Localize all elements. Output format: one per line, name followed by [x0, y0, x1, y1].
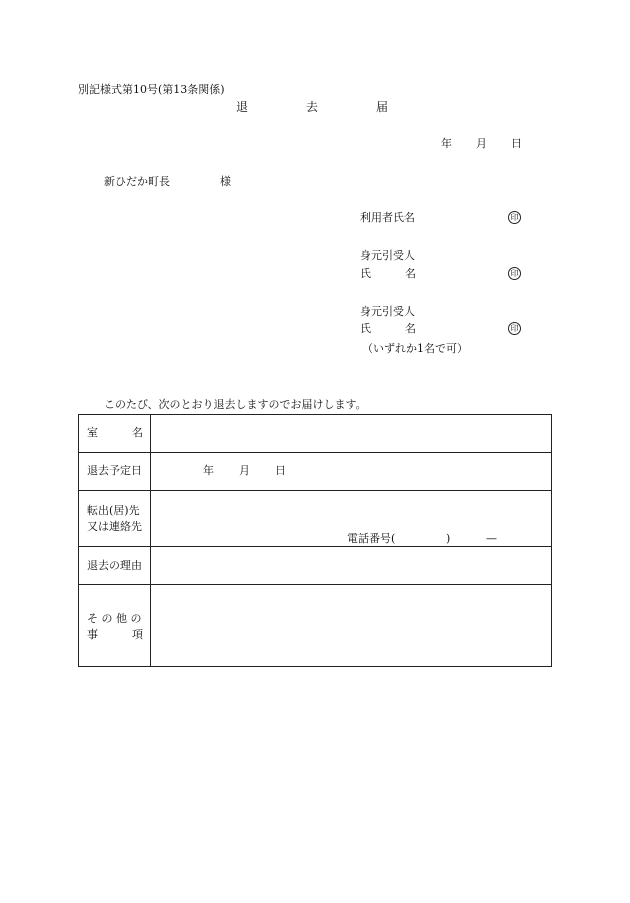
seal-icon: 印: [508, 211, 521, 224]
room-label-char-1: 室: [87, 426, 98, 439]
guarantor-1-name-char-2: 名: [405, 267, 416, 280]
title-char-1: 退: [236, 100, 249, 114]
date-day: 日: [511, 137, 522, 150]
row-divider: [79, 490, 551, 491]
move-date-month: 月: [239, 464, 250, 477]
date-month: 月: [476, 137, 487, 150]
seal-icon: 印: [508, 267, 521, 280]
form-reference: 別記様式第10号(第13条関係): [78, 83, 225, 96]
phone-dash: —: [486, 532, 497, 545]
destination-label-line-1: 転出(居)先: [87, 504, 140, 517]
reason-label: 退去の理由: [87, 559, 142, 572]
other-label-line-2-char-2: 項: [132, 628, 143, 641]
guarantor-2-name-char-2: 名: [405, 322, 416, 335]
destination-label-line-2: 又は連絡先: [87, 520, 142, 533]
guarantor-1-label: 身元引受人: [360, 249, 415, 262]
title-char-3: 届: [376, 100, 389, 114]
intro-text: このたび、次のとおり退去しますのでお届けします。: [104, 398, 367, 411]
room-label-char-2: 名: [132, 426, 143, 439]
guarantor-2-name-char-1: 氏: [360, 322, 371, 335]
phone-close-paren: ): [446, 532, 451, 545]
honorific: 様: [220, 175, 231, 188]
row-divider: [79, 546, 551, 547]
user-name-label: 利用者氏名: [360, 211, 415, 224]
row-divider: [79, 452, 551, 453]
move-date-day: 日: [275, 464, 286, 477]
seal-icon: 印: [508, 322, 521, 335]
move-date-year: 年: [203, 464, 214, 477]
guarantor-2-label: 身元引受人: [360, 305, 415, 318]
move-date-label: 退去予定日: [87, 464, 142, 477]
title-char-2: 去: [306, 100, 319, 114]
row-divider: [79, 584, 551, 585]
date-year: 年: [441, 137, 452, 150]
phone-label: 電話番号(: [347, 532, 396, 545]
signer-note: （いずれか1名で可）: [362, 342, 468, 355]
other-label-line-1: そ の 他 の: [87, 612, 142, 625]
other-label-line-2-char-1: 事: [87, 628, 98, 641]
guarantor-1-name-char-1: 氏: [360, 267, 371, 280]
addressee: 新ひだか町長: [104, 175, 170, 188]
form-table: [78, 414, 552, 667]
